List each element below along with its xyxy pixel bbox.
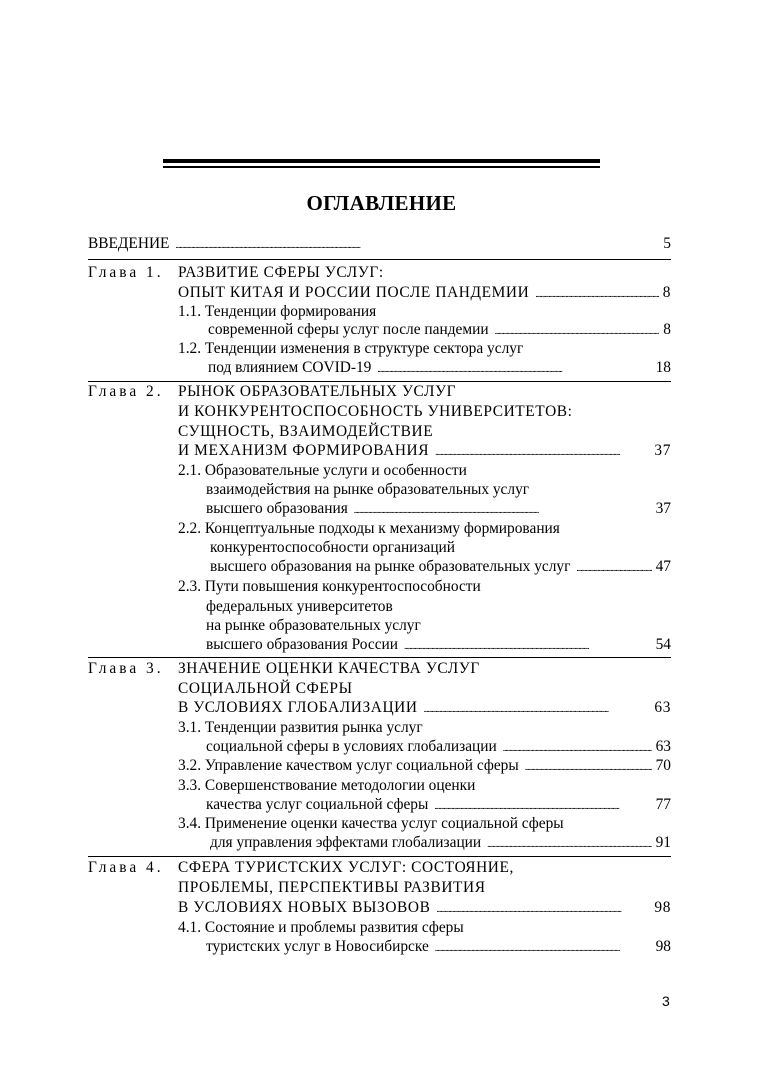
section-2-2-page: 47 <box>655 558 671 575</box>
section-2-2-line-3[interactable]: высшего образования на рынке образовательных услуг . . . 47 <box>210 557 671 578</box>
section-3-3-page: 77 <box>655 796 671 813</box>
dot-leader <box>424 698 651 719</box>
section-4-1-line-2[interactable]: туристских услуг в Новосибирске . . . 98 <box>206 937 671 958</box>
section-3-1-line-1[interactable]: 3.1. Тенденции развития рынка услуг <box>178 719 423 736</box>
toc-intro[interactable] <box>88 234 671 255</box>
dot-leader <box>434 795 651 816</box>
section-3-2-page: 70 <box>655 757 671 774</box>
section-1-2-page: 18 <box>655 359 671 376</box>
dot-leader <box>535 283 658 304</box>
dot-leader <box>503 737 652 758</box>
dot-leader <box>495 320 660 341</box>
header-rule-thick <box>163 159 600 163</box>
page-title: ОГЛАВЛЕНИЕ <box>306 191 457 215</box>
section-3-4-line-1[interactable]: 3.4. Применение оценки качества услуг социальной сферы <box>178 815 564 832</box>
chapter-4-page: 98 <box>654 899 671 916</box>
chapter-4-prefix: Глава 4. <box>88 859 164 876</box>
section-3-2-line-1[interactable]: 3.2. Управление качеством услуг социальной сферы . . . 70 <box>178 756 671 777</box>
dot-leader <box>354 499 652 520</box>
header-rule-thin <box>163 166 600 168</box>
section-3-4-line-2[interactable]: для управления эффектами глобализации . . . 91 <box>210 833 671 854</box>
chapter-2-title-line-3[interactable]: СУЩНОСТЬ, ВЗАИМОДЕЙСТВИЕ <box>178 423 434 440</box>
chapter-2-title-line-2[interactable]: И КОНКУРЕНТОСПОСОБНОСТЬ УНИВЕРСИТЕТОВ: <box>178 403 573 420</box>
section-4-1-page: 98 <box>655 938 671 955</box>
chapter-3-page: 63 <box>654 699 671 716</box>
chapter-3-title-line-3[interactable]: В УСЛОВИЯХ ГЛОБАЛИЗАЦИИ . . . 63 <box>178 698 671 719</box>
chapter-separator <box>88 856 671 857</box>
chapter-separator <box>88 259 671 260</box>
section-3-3-line-2[interactable]: качества услуг социальной сферы . . . 77 <box>206 795 671 816</box>
section-2-2-line-2[interactable]: конкурентоспособности организаций <box>210 539 456 556</box>
chapter-4-title-line-3[interactable]: В УСЛОВИЯХ НОВЫХ ВЫЗОВОВ . . . 98 <box>178 898 671 919</box>
section-3-4-page: 91 <box>655 834 671 851</box>
section-1-2-line-1[interactable]: 1.2. Тенденции изменения в структуре сектора услуг <box>178 340 524 357</box>
dot-leader <box>435 441 650 462</box>
chapter-4-title-line-1[interactable]: СФЕРА ТУРИСТСКИХ УСЛУГ: СОСТОЯНИЕ, <box>178 859 514 876</box>
toc-intro-page: 5 <box>663 235 671 252</box>
dot-leader <box>175 234 659 255</box>
section-2-3-line-4[interactable]: высшего образования России . . . 54 <box>206 635 671 656</box>
section-2-3-line-2[interactable]: федеральных университетов <box>206 598 393 615</box>
chapter-2-title-line-1[interactable]: РЫНОК ОБРАЗОВАТЕЛЬНЫХ УСЛУГ <box>178 383 457 400</box>
chapter-2-title-line-4[interactable]: И МЕХАНИЗМ ФОРМИРОВАНИЯ . . . 37 <box>178 441 671 462</box>
section-2-1-line-1[interactable]: 2.1. Образовательные услуги и особенности <box>178 462 467 479</box>
dot-leader <box>435 937 652 958</box>
section-2-3-page: 54 <box>655 636 671 653</box>
dot-leader <box>404 635 652 656</box>
chapter-2-prefix: Глава 2. <box>88 383 164 400</box>
section-3-1-page: 63 <box>655 738 671 755</box>
section-2-1-line-3[interactable]: высшего образования . . . 37 <box>206 499 671 520</box>
chapter-1-prefix: Глава 1. <box>88 264 164 281</box>
chapter-1-title-line-1[interactable]: РАЗВИТИЕ СФЕРЫ УСЛУГ: <box>178 264 384 281</box>
chapter-separator <box>88 657 671 658</box>
section-4-1-line-1[interactable]: 4.1. Состояние и проблемы развития сферы <box>178 919 464 936</box>
section-1-1-page: 8 <box>663 321 671 338</box>
dot-leader <box>487 833 651 854</box>
chapter-3-prefix: Глава 3. <box>88 660 164 677</box>
toc-intro-label: ВВЕДЕНИЕ <box>88 235 170 252</box>
section-1-1-line-2[interactable]: современной сферы услуг после пандемии . . . 8 <box>208 320 671 341</box>
dot-leader <box>377 358 651 379</box>
section-2-1-line-2[interactable]: взаимодействия на рынке образовательных услуг <box>206 481 530 498</box>
section-3-3-line-1[interactable]: 3.3. Совершенствование методологии оценки <box>178 777 476 794</box>
dot-leader <box>437 898 651 919</box>
section-2-2-line-1[interactable]: 2.2. Концептуальные подходы к механизму формирования <box>178 520 560 537</box>
section-2-3-line-1[interactable]: 2.3. Пути повышения конкурентоспособности <box>178 578 481 595</box>
chapter-3-title-line-1[interactable]: ЗНАЧЕНИЕ ОЦЕНКИ КАЧЕСТВА УСЛУГ <box>178 660 480 677</box>
chapter-3-title-line-2[interactable]: СОЦИАЛЬНОЙ СФЕРЫ <box>178 680 353 697</box>
chapter-1-page: 8 <box>662 284 671 301</box>
section-1-1-line-1[interactable]: 1.1. Тенденции формирования <box>178 303 377 320</box>
section-3-1-line-2[interactable]: социальной сферы в условиях глобализации . . . 63 <box>206 737 671 758</box>
dot-leader <box>525 756 652 777</box>
section-2-1-page: 37 <box>655 500 671 517</box>
section-2-3-line-3[interactable]: на рынке образовательных услуг <box>206 617 421 634</box>
chapter-1-title-line-2[interactable]: ОПЫТ КИТАЯ И РОССИИ ПОСЛЕ ПАНДЕМИИ . . . 8 <box>178 283 671 304</box>
chapter-2-page: 37 <box>654 442 671 459</box>
page-number: 3 <box>662 993 670 1009</box>
dot-leader <box>576 557 651 578</box>
section-1-2-line-2[interactable]: под влиянием COVID-19 . . . 18 <box>208 358 671 379</box>
chapter-4-title-line-2[interactable]: ПРОБЛЕМЫ, ПЕРСПЕКТИВЫ РАЗВИТИЯ <box>178 879 486 896</box>
